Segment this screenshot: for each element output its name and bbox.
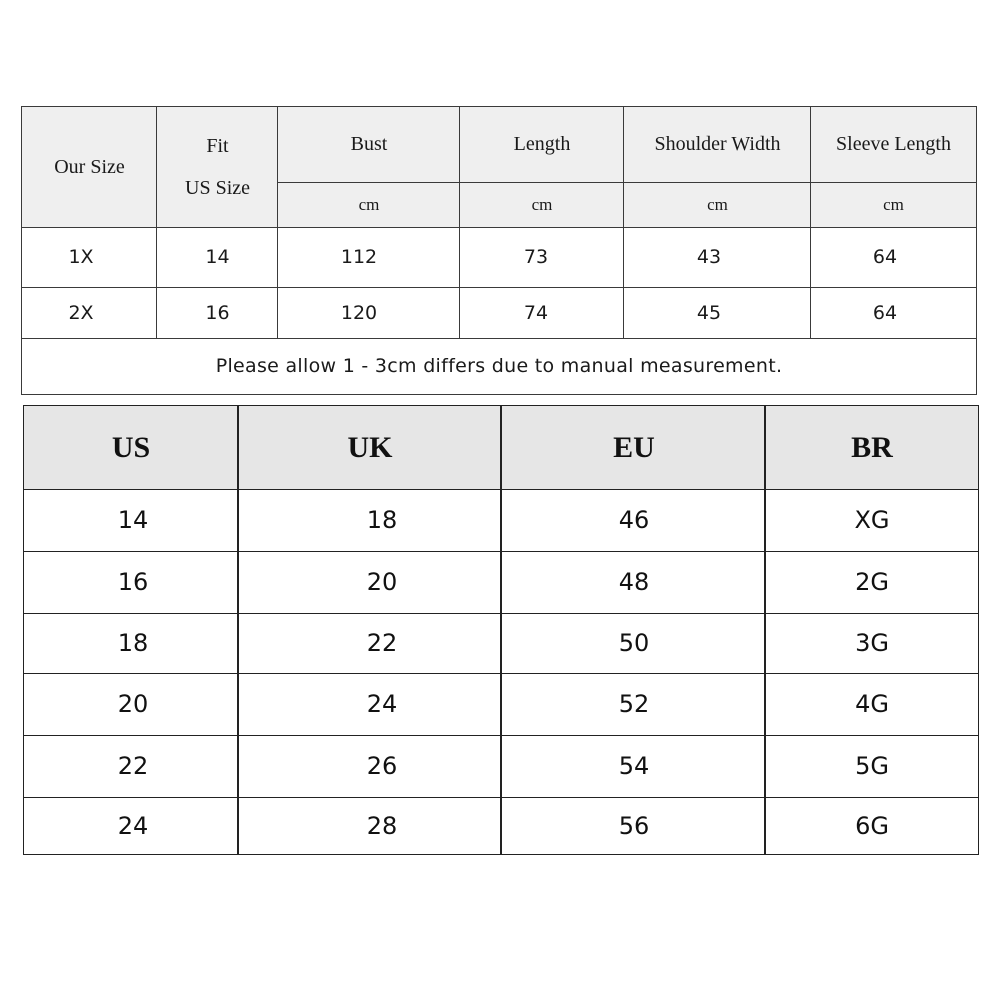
row2-our-size: 2X [68,301,94,324]
conv-grid-vline [500,406,502,854]
grid-vline [277,107,278,338]
conv-row1-br: XG [854,506,890,534]
conv-row3-uk: 22 [366,629,398,657]
header-sleeve-length: Sleeve Length [836,133,951,155]
conv-grid-hline [24,673,978,674]
header-uk: UK [347,430,393,464]
grid-hline [22,227,976,228]
conv-row6-br: 6G [855,811,889,840]
unit-bust: cm [358,194,380,214]
header-eu: EU [613,430,655,464]
conv-row2-br: 2G [855,568,889,596]
grid-hline [278,182,976,183]
conv-row6-uk: 28 [366,811,398,840]
size-conversion-table [23,405,979,855]
unit-sleeve-length: cm [883,194,904,214]
unit-length: cm [531,194,553,214]
header-bust: Bust [350,133,388,155]
conv-row5-us: 22 [117,752,149,780]
conv-row3-eu: 50 [618,629,650,657]
conv-grid-hline [24,551,978,552]
conv-row4-us: 20 [117,690,149,718]
conv-row4-uk: 24 [366,690,398,718]
conv-row6-eu: 56 [618,811,650,840]
measurement-note: Please allow 1 - 3cm differs due to manual measurement. [215,355,783,377]
conv-row4-eu: 52 [618,690,650,718]
conv-grid-vline [237,406,239,854]
conv-row1-eu: 46 [618,506,650,534]
conv-row1-uk: 18 [366,506,398,534]
conv-grid-hline [24,613,978,614]
row1-fit-us-size: 14 [205,246,230,268]
conv-row2-uk: 20 [366,568,398,596]
conv-row5-uk: 26 [366,752,398,780]
row1-sleeve-length: 64 [872,246,898,268]
header-length: Length [513,133,571,155]
conv-row3-us: 18 [117,629,149,657]
row1-length: 73 [523,246,549,268]
conv-row4-br: 4G [855,690,889,718]
row2-shoulder-width: 45 [696,301,722,324]
conv-row3-br: 3G [855,629,889,657]
conv-grid-hline [24,735,978,736]
conv-grid-hline [24,797,978,798]
row1-our-size: 1X [68,246,94,268]
header-fit-line2: US Size [185,177,250,199]
row1-shoulder-width: 43 [696,246,722,268]
grid-vline [623,107,624,338]
row2-fit-us-size: 16 [205,301,230,324]
header-our-size: Our Size [54,155,125,178]
header-shoulder-width: Shoulder Width [654,133,781,155]
header-br: BR [851,430,893,464]
row2-length: 74 [523,301,549,324]
grid-hline [22,287,976,288]
row2-bust: 120 [340,301,378,324]
conv-row1-us: 14 [117,506,149,534]
header-us: US [111,430,151,464]
conv-row2-us: 16 [117,568,149,596]
header-fit-us-size [157,107,278,227]
conv-row6-us: 24 [117,811,149,840]
unit-shoulder-width: cm [707,194,728,214]
conv-row5-br: 5G [855,752,889,780]
conv-row5-eu: 54 [618,752,650,780]
row2-sleeve-length: 64 [872,301,898,324]
conv-row2-eu: 48 [618,568,650,596]
conv-grid-vline [764,406,766,854]
grid-vline [810,107,811,338]
size-measurement-table [21,106,977,395]
row1-bust: 112 [340,246,378,268]
conv-grid-hline [24,489,978,490]
grid-vline [156,107,157,338]
grid-hline [22,338,976,339]
header-fit-line1: Fit [206,135,229,157]
grid-vline [459,107,460,338]
